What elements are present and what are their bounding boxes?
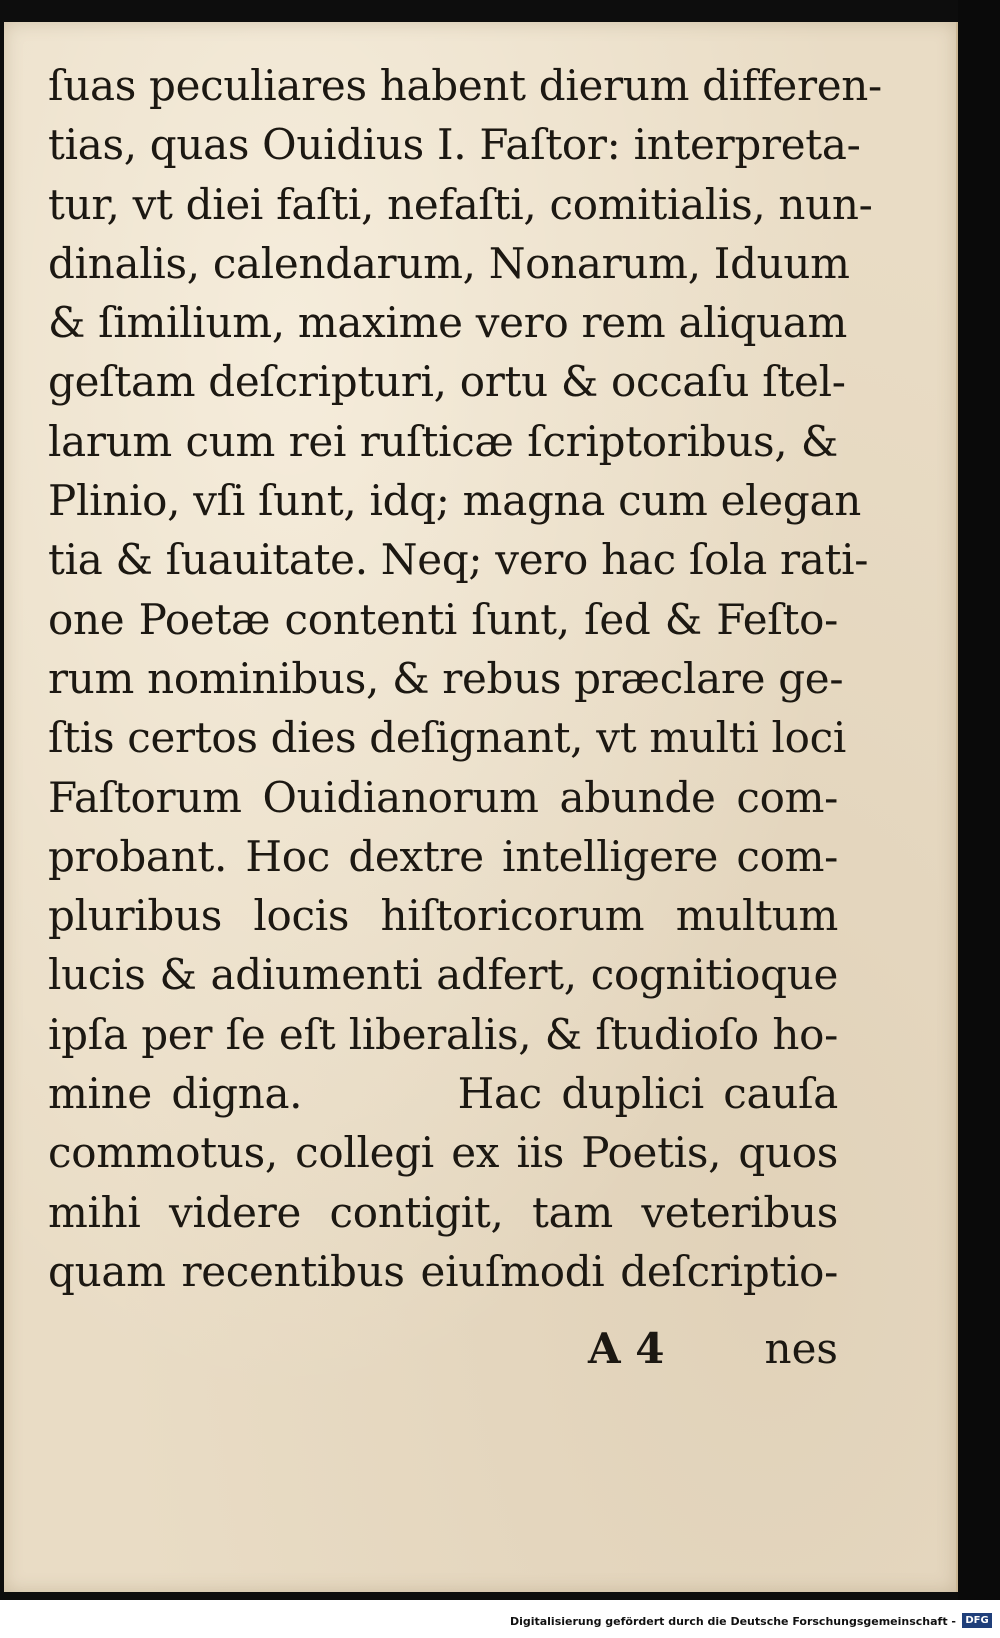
text-line: pluribus locis hiſtoricorum multum bbox=[48, 891, 838, 941]
footer-bar bbox=[0, 1600, 1000, 1638]
text-line: quam recentibus eiuſmodi deſcriptio- bbox=[48, 1246, 838, 1296]
text-line: Faſtorum Ouidianorum abunde com- bbox=[48, 772, 838, 822]
text-line: probant. Hoc dextre intelligere com- bbox=[48, 831, 838, 881]
catchword: nes bbox=[764, 1324, 838, 1373]
text-line: larum cum rei ruſticæ ſcriptoribus, & bbox=[48, 416, 838, 466]
text-line: tias, quas Ouidius I. Faſtor: interpreta- bbox=[48, 120, 861, 170]
text-line: commotus, collegi ex iis Poetis, quos bbox=[48, 1128, 838, 1178]
text-line: lucis & adiumenti adfert, cognitioque bbox=[48, 950, 838, 1000]
page-foot-line bbox=[48, 1324, 838, 1384]
dfg-logo-icon: DFG bbox=[962, 1613, 992, 1628]
text-line: one Poetæ contenti ſunt, ſed & Feſto- bbox=[48, 594, 838, 644]
text-line: ſtis certos dies deſignant, vt multi loci bbox=[48, 713, 846, 763]
funding-credit: Digitalisierung gefördert durch die Deutsche Forschungsgemeinschaft - bbox=[509, 1615, 956, 1628]
text-line: ſuas peculiares habent dierum differen- bbox=[48, 61, 882, 110]
text-line: mine digna. Hac duplici cauſa bbox=[48, 1069, 838, 1119]
text-line: & ſimilium, maxime vero rem aliquam bbox=[48, 298, 848, 348]
book-page bbox=[4, 22, 959, 1592]
text-line: ipſa per ſe eſt liberalis, & ſtudioſo ho- bbox=[48, 1009, 838, 1059]
page-text-block bbox=[48, 56, 882, 1301]
text-line: tia & ſuauitate. Neq; vero hac ſola rati- bbox=[48, 535, 869, 585]
text-line: tur, vt diei faſti, nefaſti, comitialis, nun- bbox=[48, 179, 873, 229]
text-line: mihi videre contigit, tam veteribus bbox=[48, 1187, 838, 1237]
text-line: Plinio, vſi ſunt, idq; magna cum elegan bbox=[48, 476, 861, 526]
text-line: dinalis, calendarum, Nonarum, Iduum bbox=[48, 238, 850, 288]
scan-margin bbox=[958, 0, 1000, 1600]
signature-mark: A 4 bbox=[588, 1324, 665, 1373]
text-line: geſtam deſcripturi, ortu & occaſu ſtel- bbox=[48, 357, 846, 407]
text-line: rum nominibus, & rebus præclare ge- bbox=[48, 653, 844, 703]
